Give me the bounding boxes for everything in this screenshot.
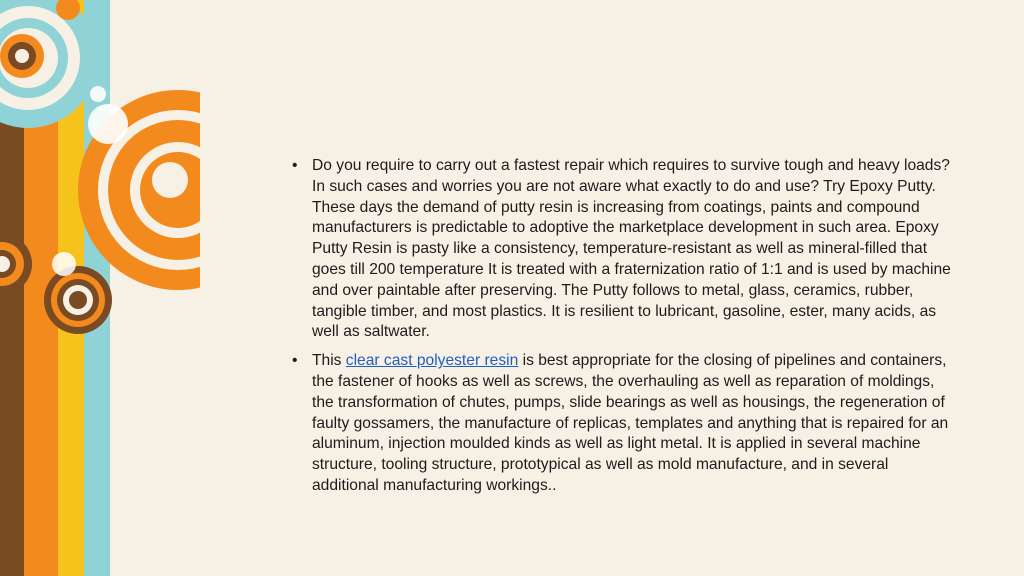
bubble-white <box>88 104 128 144</box>
bullet-item-2 <box>288 351 956 497</box>
bullet-text-2-before: This <box>312 352 346 370</box>
bullet-text-1: Do you require to carry out a fastest repair which requires to survive tough and heavy loads? In such cases and worries you are not aware what exactly to do and use? Try Epoxy Putty. These days the demand of putty resin is increasing from coatings, paints and compound manufacturers is predictable to adoptive the marketplace development in such area. Epoxy Putty Resin is pasty like a consistency, temperature-resistant as well as mineral-filled that goes till 200 temperature It is treated with a fraternization ratio of 1:1 and is used by machine and over paintable after preserving. The Putty follows to metal, glass, ceramics, rubber, tangible timber, and most plastics. It is resilient to lubricant, gasoline, ester, many acids, as well as saltwater. <box>312 157 951 341</box>
bubble-white-small <box>52 252 76 276</box>
resin-link[interactable]: clear cast polyester resin <box>345 352 519 370</box>
bullet-dot: • <box>292 157 298 174</box>
decorative-circles-graphic <box>0 0 200 576</box>
text-content <box>288 156 956 505</box>
bullet-item-1 <box>288 156 956 343</box>
bullet-dot: • <box>292 352 298 370</box>
bullet-text-2-after: is best appropriate for the closing of pipelines and containers, the fastener of hooks as well as screws, the overhauling as well as reparation of moldings, the transformation of chutes, pumps, slide bearings as well as housings, the regeneration of faulty gossamers, the manufacture of replicas, templates and anything that is repaired for an aluminum, injection moulded kinds as well as light metal. It is applied in several machine structure, tooling structure, prototypical as well as mold manufacture, and in several additional manufacturing workings.. <box>312 352 949 494</box>
